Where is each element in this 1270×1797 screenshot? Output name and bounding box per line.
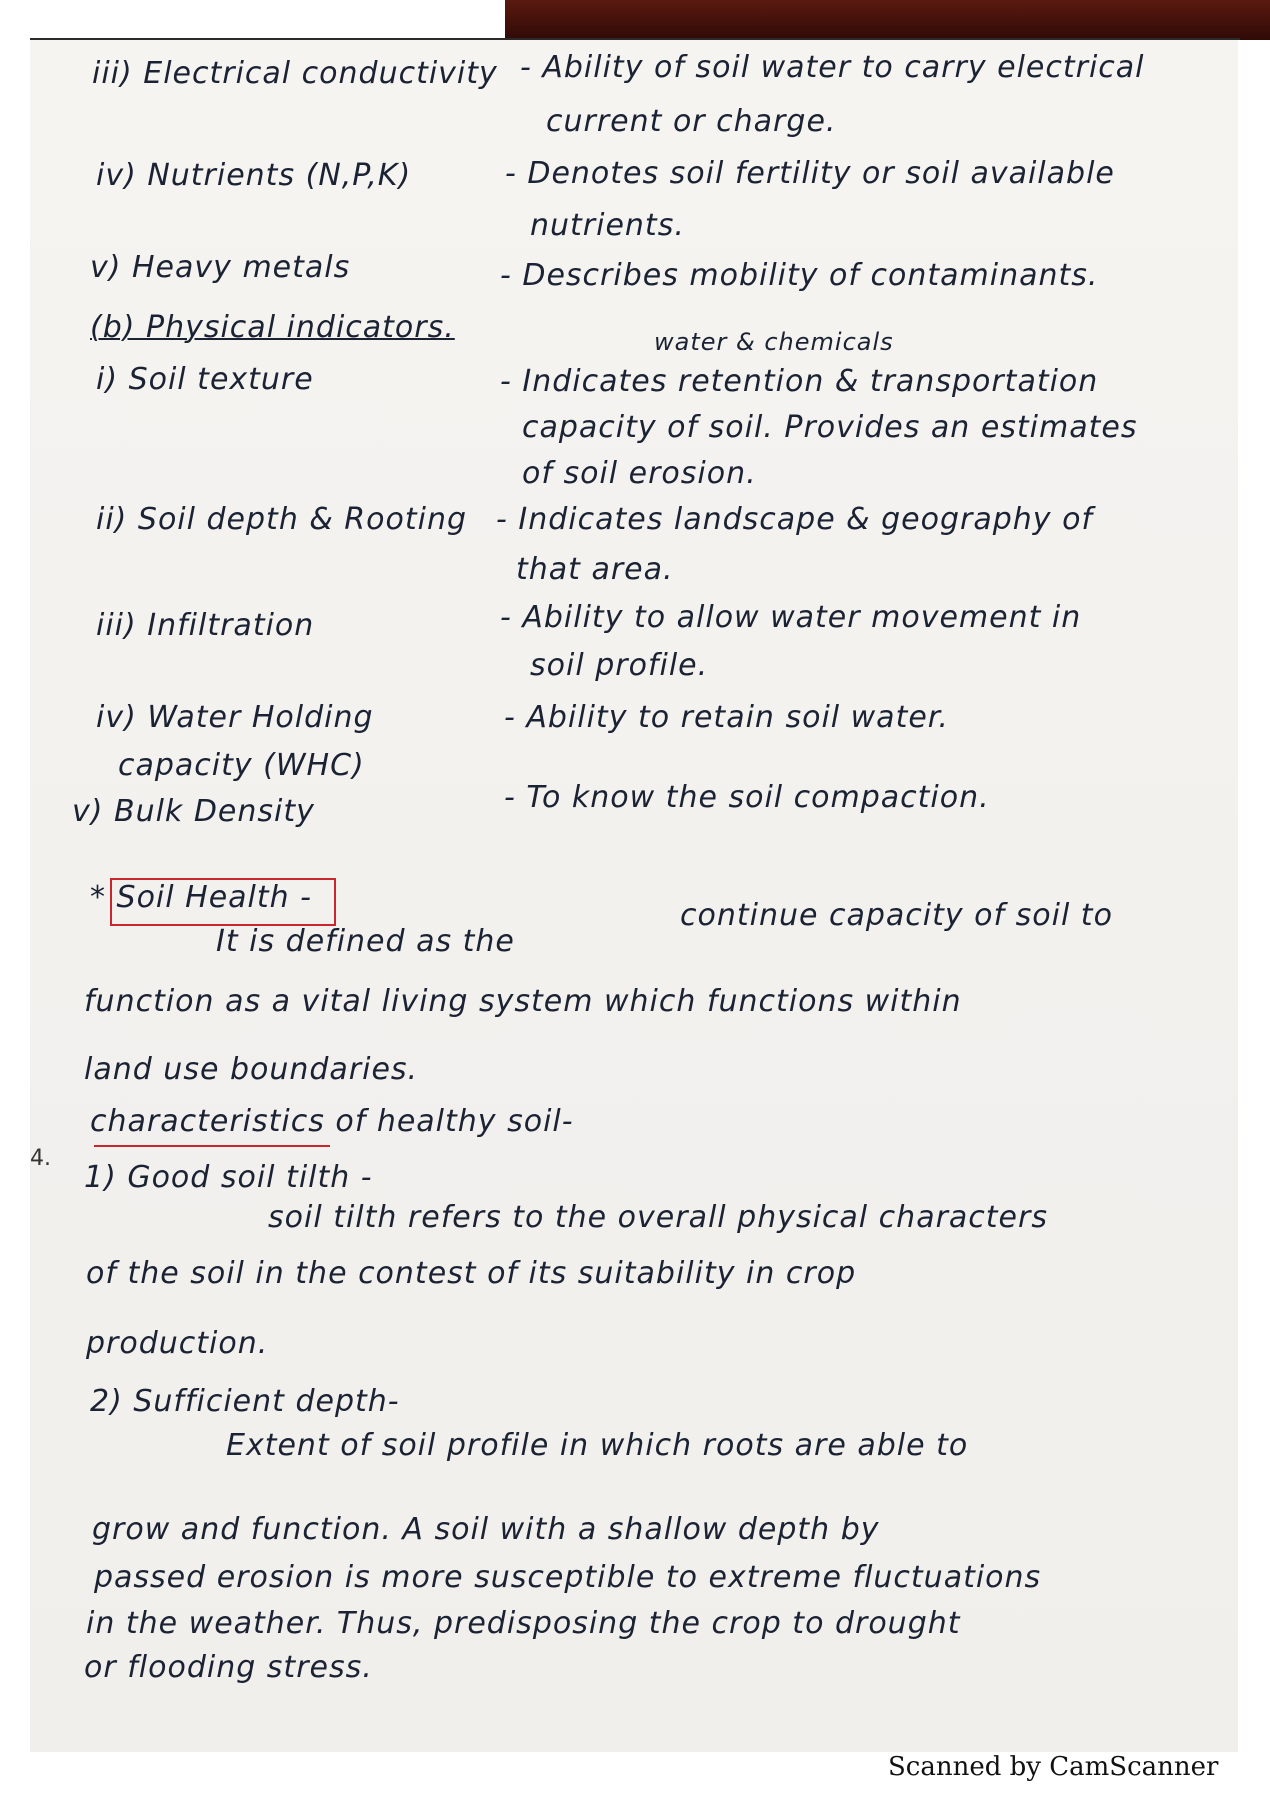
soil-health-def-part1: continue capacity of soil to (680, 898, 1113, 933)
nutrients-definition: - Denotes soil fertility or soil available (505, 156, 1115, 191)
good-soil-tilth-line2: of the soil in the contest of its suitability in crop (86, 1256, 857, 1291)
heavy-metals-definition: - Describes mobility of contaminants. (500, 258, 1099, 293)
sufficient-depth-line5: or flooding stress. (84, 1650, 373, 1685)
soil-texture-term: i) Soil texture (96, 362, 314, 397)
sufficient-depth-line1: Extent of soil profile in which roots are able to (226, 1428, 969, 1463)
soil-health-def-part2: It is defined as the (216, 924, 515, 959)
infiltration-term: iii) Infiltration (96, 608, 315, 643)
electrical-conductivity-term: iii) Electrical conductivity (92, 56, 498, 91)
bulk-density-term: v) Bulk Density (72, 794, 315, 829)
soil-texture-definition-cont2: of soil erosion. (522, 456, 757, 491)
sufficient-depth-line2: grow and function. A soil with a shallow depth by (92, 1512, 880, 1547)
soil-depth-definition: - Indicates landscape & geography of (496, 502, 1093, 537)
soil-depth-term: ii) Soil depth & Rooting (96, 502, 468, 537)
sufficient-depth-line3: passed erosion is more susceptible to extreme fluctuations (94, 1560, 1042, 1595)
nutrients-definition-cont: nutrients. (530, 208, 685, 243)
soil-texture-definition-cont1: capacity of soil. Provides an estimates (522, 410, 1138, 445)
whc-definition: - Ability to retain soil water. (504, 700, 949, 735)
infiltration-definition: - Ability to allow water movement in (500, 600, 1082, 635)
physical-indicators-heading: (b) Physical indicators. (90, 310, 455, 345)
good-soil-tilth-line1: soil tilth refers to the overall physical characters (268, 1200, 1048, 1235)
whc-term: iv) Water Holding (96, 700, 374, 735)
scan-background-right (1238, 40, 1270, 1756)
heavy-metals-term: v) Heavy metals (90, 250, 351, 285)
soil-depth-definition-cont: that area. (516, 552, 674, 587)
bulk-density-definition: - To know the soil compaction. (504, 780, 990, 815)
characteristics-heading: characteristics of healthy soil- (90, 1104, 574, 1139)
soil-health-def-part3: function as a vital living system which functions within (84, 984, 962, 1019)
electrical-conductivity-definition: - Ability of soil water to carry electrical (520, 50, 1145, 85)
soil-health-heading: * Soil Health - (90, 880, 313, 915)
characteristics-underline (94, 1145, 330, 1147)
insertion-water-chemicals: water & chemicals (654, 328, 894, 356)
soil-health-def-part4: land use boundaries. (84, 1052, 419, 1087)
soil-texture-definition: - Indicates retention & transportation (500, 364, 1099, 399)
margin-mark: 4. (30, 1146, 51, 1171)
electrical-conductivity-definition-cont: current or charge. (546, 104, 837, 139)
sufficient-depth-line4: in the weather. Thus, predisposing the crop to drought (86, 1606, 961, 1641)
sufficient-depth-heading: 2) Sufficient depth- (90, 1384, 400, 1419)
nutrients-term: iv) Nutrients (N,P,K) (96, 158, 412, 193)
good-soil-tilth-heading: 1) Good soil tilth - (84, 1160, 373, 1195)
good-soil-tilth-line3: production. (86, 1326, 269, 1361)
scanner-watermark: Scanned by CamScanner (888, 1752, 1219, 1782)
whc-term-cont: capacity (WHC) (118, 748, 365, 783)
infiltration-definition-cont: soil profile. (530, 648, 709, 683)
